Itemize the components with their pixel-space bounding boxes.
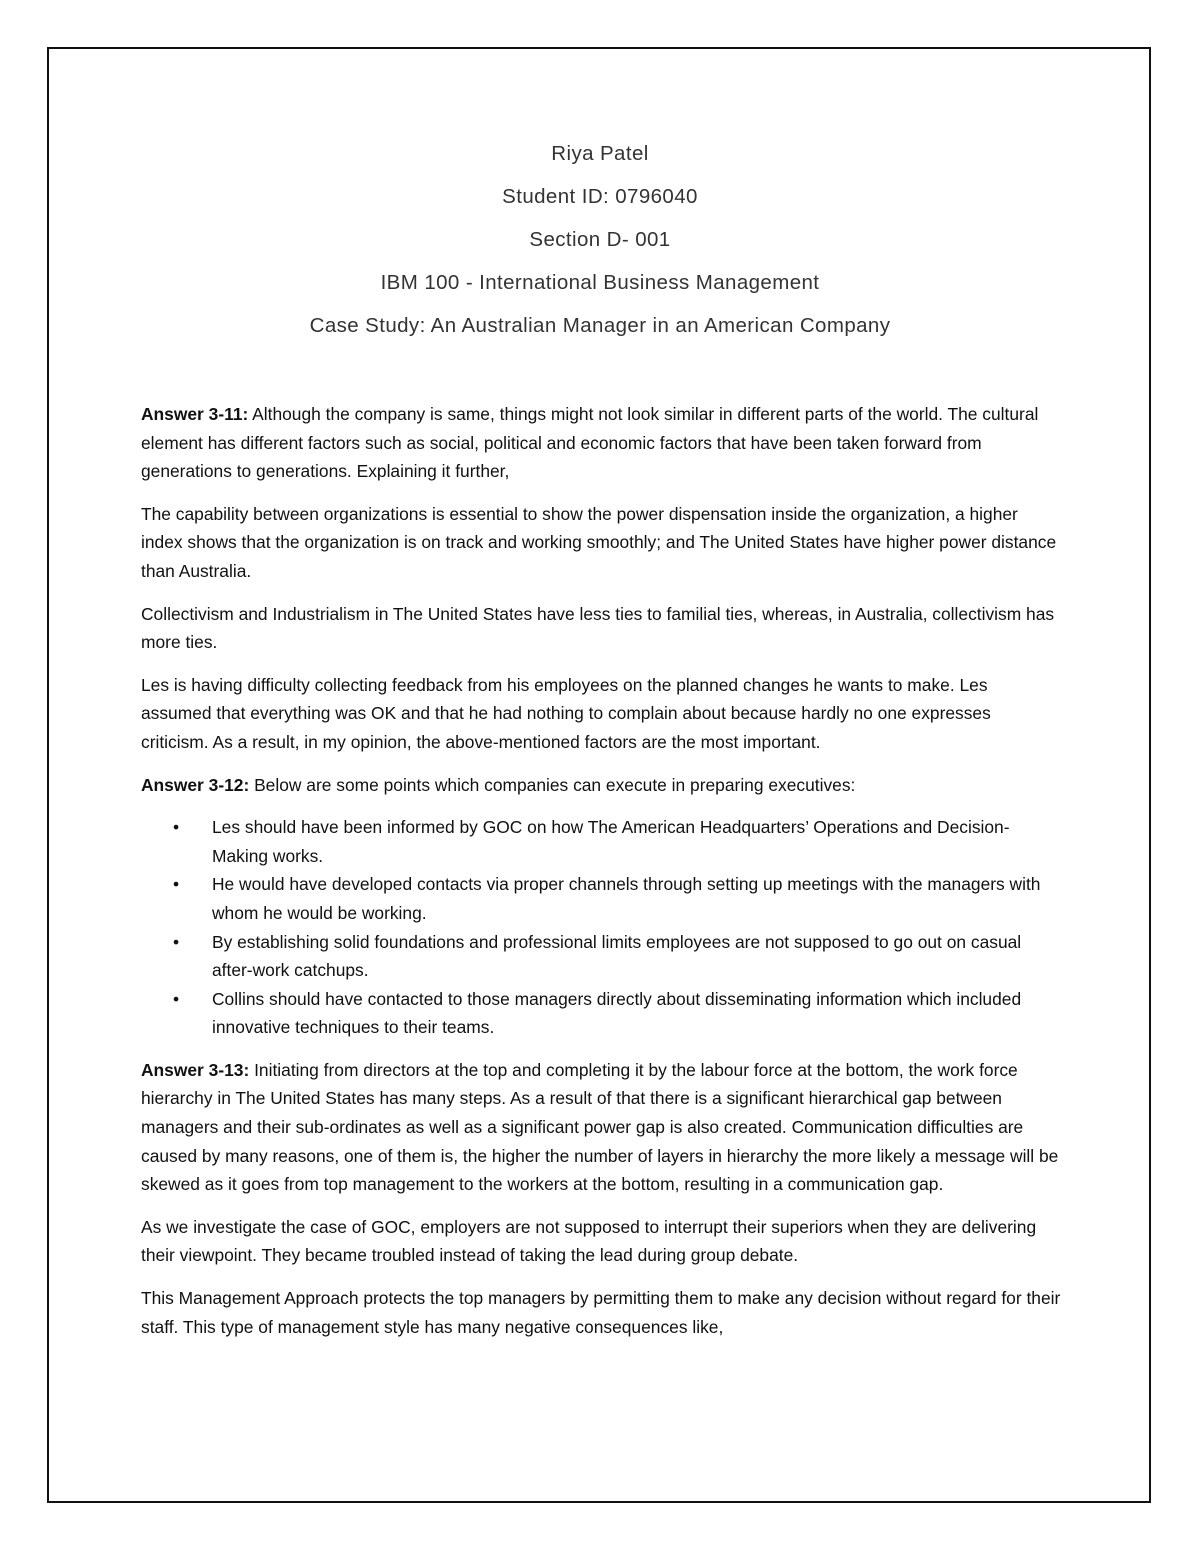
list-item <box>141 928 1061 985</box>
answer-3-13-goc-case: As we investigate the case of GOC, employers are not supposed to interrupt their superiors when they are delivering their viewpoint. They became troubled instead of taking the lead during group debate. <box>141 1216 1037 1266</box>
bullet-text: Les should have been informed by GOC on how The American Headquarters’ Operations and Decision-Making works. <box>212 817 1010 866</box>
answer-3-11-text: Although the company is same, things might not look similar in different parts of the world. The cultural element has different factors such as social, political and economic factors that have been taken forward from generations to generations. Explaining it further, <box>141 404 1039 482</box>
bullet-text: Collins should have contacted to those managers directly about disseminating information which included innovative techniques to their teams. <box>212 988 1022 1038</box>
answer-3-11-label: Answer 3-11: <box>141 404 249 424</box>
answer-3-13-management-approach: This Management Approach protects the top managers by permitting them to make any decision without regard for their staff. This type of management style has many negative consequences like, <box>141 1288 1061 1337</box>
bullet-text: He would have developed contacts via proper channels through setting up meetings with the managers with whom he would be working. <box>212 874 1041 923</box>
bullet-icon: • <box>173 988 180 1009</box>
bullet-icon: • <box>173 931 180 952</box>
answer-3-12-label: Answer 3-12: <box>141 774 250 795</box>
list-item <box>141 813 1061 870</box>
list-item <box>141 985 1061 1042</box>
student-name: Riya Patel <box>551 142 649 165</box>
answer-3-11-collectivism: Collectivism and Industrialism in The United States have less ties to familial ties, whereas, in Australia, collectivism has more ties. <box>141 603 1055 653</box>
list-item <box>141 870 1061 927</box>
answer-3-13-paragraph <box>141 1056 1061 1199</box>
document-header <box>100 138 1100 353</box>
section: Section D- 001 <box>529 228 671 251</box>
bullet-text: By establishing solid foundations and professional limits employees are not supposed to go out on casual after-work catchups. <box>212 931 1022 981</box>
answer-3-11-power-distance: The capability between organizations is essential to show the power dispensation inside the organization, a higher index shows that the organization is on track and working smoothly; and The United States have higher power distance than Australia. <box>141 503 1057 581</box>
answer-3-11-paragraph <box>141 400 1061 486</box>
answer-3-13-label: Answer 3-13: <box>141 1059 250 1080</box>
course-title: IBM 100 - International Business Management <box>380 271 820 294</box>
answer-3-13-text: Initiating from directors at the top and completing it by the labour force at the bottom, the work force hierarchy in The United States has many steps. As a result of that there is a significant hierarchical gap between managers and their sub-ordinates as well as a significant power gap is also created. Communication difficulties are caused by many reasons, one of them is, the higher the number of layers in hierarchy the more likely a message will be skewed as it goes from top management to the workers at the bottom, resulting in a communication gap. <box>141 1059 1059 1195</box>
student-id: Student ID: 0796040 <box>502 185 698 208</box>
document-body <box>141 400 1061 1355</box>
answer-3-12-bullet-list <box>141 813 1061 1042</box>
answer-3-12-text: Below are some points which companies can execute in preparing executives: <box>249 774 856 795</box>
answer-3-12-paragraph <box>141 771 1061 800</box>
case-study-title: Case Study: An Australian Manager in an American Company <box>309 314 891 337</box>
bullet-icon: • <box>173 874 180 895</box>
bullet-icon: • <box>173 817 180 838</box>
answer-3-11-feedback: Les is having difficulty collecting feedback from his employees on the planned changes he wants to make. Les assumed that everything was OK and that he had nothing to complain about because hardly no one expresses criticism. As a result, in my opinion, the above-mentioned factors are the most important. <box>141 674 991 752</box>
